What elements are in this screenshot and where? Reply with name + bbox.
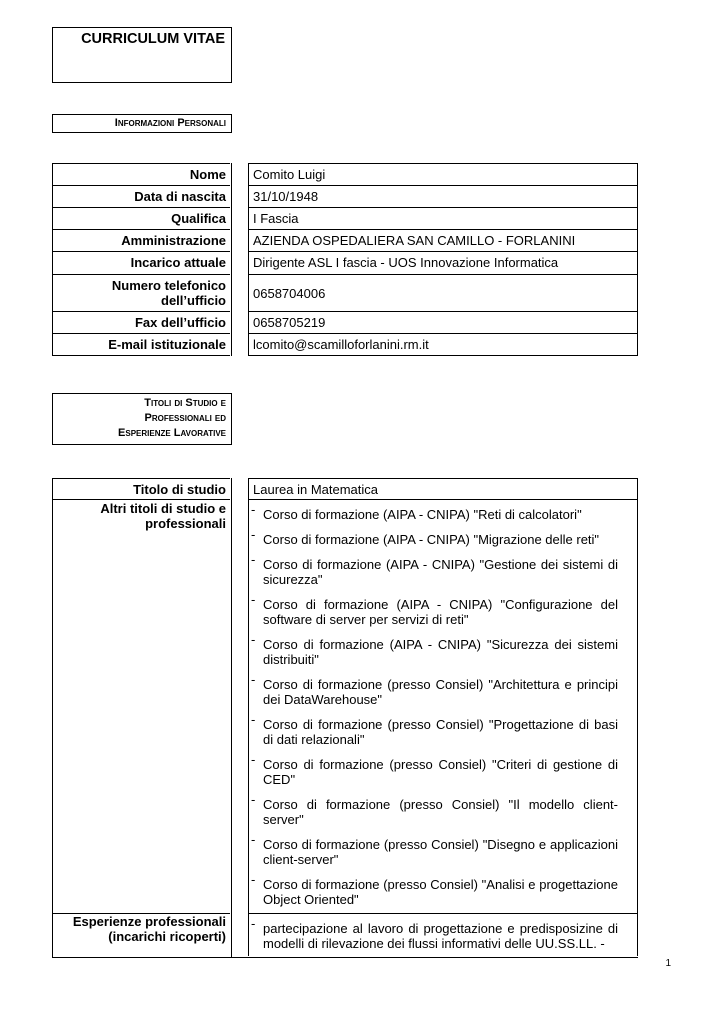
page-number: 1 [665, 958, 671, 969]
footer-rule [52, 957, 638, 958]
value-incarico: Dirigente ASL I fascia - UOS Innovazione Informatica [248, 251, 638, 275]
label-altri-titoli-line1: Altri titoli di studio e [100, 501, 226, 516]
value-email: lcomito@scamilloforlanini.rm.it [248, 333, 638, 356]
label-fax: Fax dell’ufficio [52, 311, 230, 334]
label-altri-titoli [52, 499, 230, 913]
label-amministrazione: Amministrazione [52, 229, 230, 252]
label-incarico: Incarico attuale [52, 251, 230, 275]
label-titolo-studio: Titolo di studio [52, 478, 230, 500]
value-qualifica: I Fascia [248, 207, 638, 230]
value-nome: Comito Luigi [248, 163, 638, 186]
experience-list [256, 921, 618, 961]
list-item: - Corso di formazione (AIPA - CNIPA) "Sicurezza dei sistemi distribuiti" [256, 637, 618, 667]
label-qualifica: Qualifica [52, 207, 230, 230]
list-item: - Corso di formazione (presso Consiel) "Il modello client-server" [256, 797, 618, 827]
section-studies-line3: Esperienze Lavorative [118, 427, 226, 439]
section-studies-line1: Titoli di Studio e [144, 397, 226, 409]
courses-list [256, 507, 618, 917]
title-box [52, 27, 232, 83]
list-item: - Corso di formazione (AIPA - CNIPA) "Reti di calcolatori" [256, 507, 618, 522]
label-altri-titoli-line2: professionali [145, 516, 226, 531]
label-nome: Nome [52, 163, 230, 186]
list-item: - Corso di formazione (AIPA - CNIPA) "Migrazione delle reti" [256, 532, 618, 547]
row-divider [248, 913, 638, 914]
list-item: - Corso di formazione (AIPA - CNIPA) "Gestione dei sistemi di sicurezza" [256, 557, 618, 587]
section-studies-line2: Professionali ed [144, 412, 226, 424]
section-studies [52, 393, 232, 445]
label-column-border-2 [231, 478, 232, 957]
list-item: - Corso di formazione (AIPA - CNIPA) "Configurazione del software di server per servizi di reti" [256, 597, 618, 627]
section-personal-label: Informazioni Personali [114, 117, 226, 129]
value-amministrazione: AZIENDA OSPEDALIERA SAN CAMILLO - FORLANINI [248, 229, 638, 252]
label-data-nascita: Data di nascita [52, 185, 230, 208]
document-title: CURRICULUM VITAE [81, 31, 225, 47]
value-titolo-studio: Laurea in Matematica [248, 478, 638, 500]
label-telefono [52, 274, 230, 312]
value-fax: 0658705219 [248, 311, 638, 334]
label-esperienze-line1: Esperienze professionali [72, 914, 226, 929]
list-item: - Corso di formazione (presso Consiel) "Analisi e progettazione Object Oriented" [256, 877, 618, 907]
value-telefono: 0658704006 [248, 274, 638, 312]
label-column-border [231, 163, 232, 356]
list-item: - Corso di formazione (presso Consiel) "Progettazione di basi di dati relazionali" [256, 717, 618, 747]
label-esperienze-line2: (incarichi ricoperti) [108, 929, 226, 944]
list-item: - Corso di formazione (presso Consiel) "Criteri di gestione di CED" [256, 757, 618, 787]
section-personal [52, 114, 232, 133]
list-item: - Corso di formazione (presso Consiel) "Disegno e applicazioni client-server" [256, 837, 618, 867]
label-telefono-line2: dell’ufficio [161, 293, 226, 308]
label-esperienze [52, 913, 230, 957]
list-item: - Corso di formazione (presso Consiel) "Architettura e principi dei DataWarehouse" [256, 677, 618, 707]
label-telefono-line1: Numero telefonico [111, 278, 226, 293]
label-email: E-mail istituzionale [52, 333, 230, 356]
list-item: - partecipazione al lavoro di progettazione e predisposizine di modelli di rilevazione dei flussi informativi delle UU.SS.LL. - [256, 921, 618, 951]
value-data-nascita: 31/10/1948 [248, 185, 638, 208]
